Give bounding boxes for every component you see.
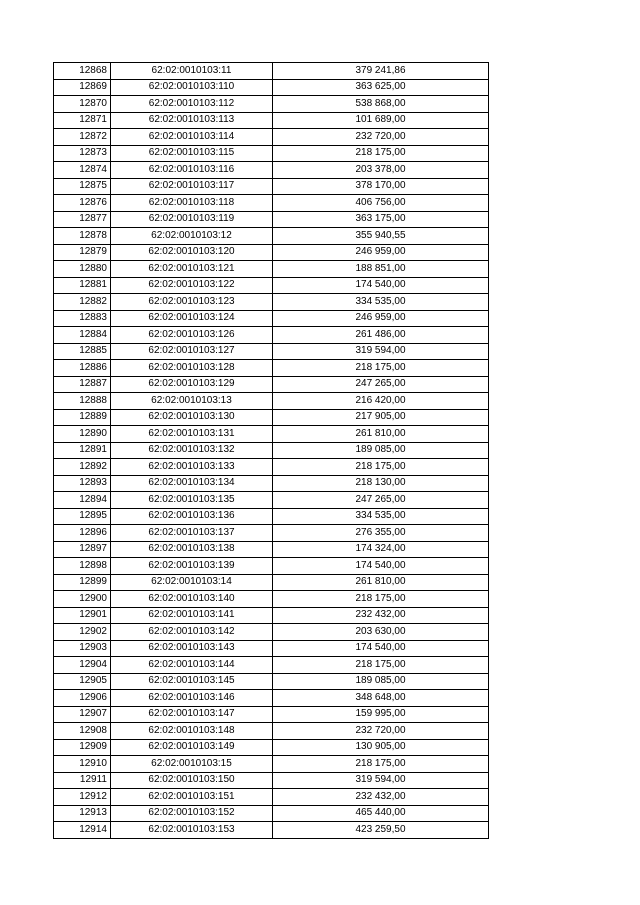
table-row xyxy=(54,558,489,575)
cadastral-value-cell: 101 689,00 xyxy=(273,112,489,129)
table-row xyxy=(54,475,489,492)
cadastral-number-cell: 62:02:0010103:119 xyxy=(111,211,273,228)
table-row xyxy=(54,640,489,657)
cadastral-value-cell: 232 432,00 xyxy=(273,607,489,624)
row-number-cell: 12905 xyxy=(54,673,111,690)
document-page xyxy=(53,62,489,839)
row-number-cell: 12913 xyxy=(54,805,111,822)
cadastral-number-cell: 62:02:0010103:121 xyxy=(111,261,273,278)
cadastral-value-cell: 130 905,00 xyxy=(273,739,489,756)
row-number-cell: 12886 xyxy=(54,360,111,377)
row-number-cell: 12896 xyxy=(54,525,111,542)
table-row xyxy=(54,63,489,80)
cadastral-number-cell: 62:02:0010103:139 xyxy=(111,558,273,575)
cadastral-value-cell: 203 378,00 xyxy=(273,162,489,179)
table-row xyxy=(54,723,489,740)
cadastral-value-cell: 216 420,00 xyxy=(273,393,489,410)
cadastral-value-cell: 189 085,00 xyxy=(273,673,489,690)
table-row xyxy=(54,112,489,129)
table-row xyxy=(54,343,489,360)
cadastral-number-cell: 62:02:0010103:137 xyxy=(111,525,273,542)
cadastral-number-cell: 62:02:0010103:129 xyxy=(111,376,273,393)
row-number-cell: 12884 xyxy=(54,327,111,344)
cadastral-value-cell: 188 851,00 xyxy=(273,261,489,278)
cadastral-number-cell: 62:02:0010103:117 xyxy=(111,178,273,195)
cadastral-number-cell: 62:02:0010103:153 xyxy=(111,822,273,839)
cadastral-value-cell: 334 535,00 xyxy=(273,294,489,311)
cadastral-number-cell: 62:02:0010103:14 xyxy=(111,574,273,591)
cadastral-value-cell: 174 540,00 xyxy=(273,277,489,294)
cadastral-number-cell: 62:02:0010103:12 xyxy=(111,228,273,245)
cadastral-value-cell: 218 175,00 xyxy=(273,657,489,674)
cadastral-number-cell: 62:02:0010103:112 xyxy=(111,96,273,113)
table-row xyxy=(54,244,489,261)
row-number-cell: 12899 xyxy=(54,574,111,591)
cadastral-number-cell: 62:02:0010103:151 xyxy=(111,789,273,806)
cadastral-value-cell: 218 175,00 xyxy=(273,145,489,162)
table-row xyxy=(54,261,489,278)
cadastral-number-cell: 62:02:0010103:152 xyxy=(111,805,273,822)
table-row xyxy=(54,822,489,839)
row-number-cell: 12892 xyxy=(54,459,111,476)
cadastral-number-cell: 62:02:0010103:126 xyxy=(111,327,273,344)
table-row xyxy=(54,442,489,459)
cadastral-number-cell: 62:02:0010103:144 xyxy=(111,657,273,674)
row-number-cell: 12871 xyxy=(54,112,111,129)
row-number-cell: 12895 xyxy=(54,508,111,525)
table-row xyxy=(54,541,489,558)
cadastral-value-cell: 261 810,00 xyxy=(273,426,489,443)
row-number-cell: 12897 xyxy=(54,541,111,558)
cadastral-number-cell: 62:02:0010103:110 xyxy=(111,79,273,96)
table-row xyxy=(54,129,489,146)
row-number-cell: 12894 xyxy=(54,492,111,509)
table-row xyxy=(54,195,489,212)
table-row xyxy=(54,310,489,327)
cadastral-number-cell: 62:02:0010103:130 xyxy=(111,409,273,426)
table-row xyxy=(54,459,489,476)
row-number-cell: 12912 xyxy=(54,789,111,806)
table-row xyxy=(54,574,489,591)
row-number-cell: 12901 xyxy=(54,607,111,624)
cadastral-value-cell: 465 440,00 xyxy=(273,805,489,822)
cadastral-number-cell: 62:02:0010103:116 xyxy=(111,162,273,179)
table-row xyxy=(54,789,489,806)
row-number-cell: 12900 xyxy=(54,591,111,608)
cadastral-value-cell: 355 940,55 xyxy=(273,228,489,245)
table-row xyxy=(54,294,489,311)
table-row xyxy=(54,706,489,723)
cadastral-value-cell: 218 130,00 xyxy=(273,475,489,492)
table-row xyxy=(54,756,489,773)
table-row xyxy=(54,145,489,162)
table-row xyxy=(54,327,489,344)
cadastral-number-cell: 62:02:0010103:123 xyxy=(111,294,273,311)
row-number-cell: 12904 xyxy=(54,657,111,674)
cadastral-value-cell: 174 540,00 xyxy=(273,558,489,575)
cadastral-value-cell: 246 959,00 xyxy=(273,244,489,261)
row-number-cell: 12872 xyxy=(54,129,111,146)
cadastral-value-cell: 247 265,00 xyxy=(273,492,489,509)
row-number-cell: 12902 xyxy=(54,624,111,641)
row-number-cell: 12880 xyxy=(54,261,111,278)
table-row xyxy=(54,673,489,690)
table-row xyxy=(54,591,489,608)
cadastral-value-cell: 378 170,00 xyxy=(273,178,489,195)
cadastral-value-cell: 218 175,00 xyxy=(273,459,489,476)
row-number-cell: 12903 xyxy=(54,640,111,657)
row-number-cell: 12893 xyxy=(54,475,111,492)
row-number-cell: 12889 xyxy=(54,409,111,426)
cadastral-number-cell: 62:02:0010103:122 xyxy=(111,277,273,294)
cadastral-number-cell: 62:02:0010103:138 xyxy=(111,541,273,558)
table-row xyxy=(54,277,489,294)
cadastral-value-cell: 232 432,00 xyxy=(273,789,489,806)
cadastral-number-cell: 62:02:0010103:141 xyxy=(111,607,273,624)
row-number-cell: 12877 xyxy=(54,211,111,228)
table-row xyxy=(54,426,489,443)
cadastral-number-cell: 62:02:0010103:132 xyxy=(111,442,273,459)
cadastral-number-cell: 62:02:0010103:150 xyxy=(111,772,273,789)
cadastral-number-cell: 62:02:0010103:118 xyxy=(111,195,273,212)
cadastral-number-cell: 62:02:0010103:11 xyxy=(111,63,273,80)
cadastral-value-cell: 261 486,00 xyxy=(273,327,489,344)
row-number-cell: 12910 xyxy=(54,756,111,773)
cadastral-value-cell: 261 810,00 xyxy=(273,574,489,591)
cadastral-number-cell: 62:02:0010103:147 xyxy=(111,706,273,723)
cadastral-number-cell: 62:02:0010103:135 xyxy=(111,492,273,509)
table-row xyxy=(54,805,489,822)
table-row xyxy=(54,228,489,245)
table-row xyxy=(54,360,489,377)
row-number-cell: 12878 xyxy=(54,228,111,245)
table-row xyxy=(54,409,489,426)
row-number-cell: 12874 xyxy=(54,162,111,179)
cadastral-value-cell: 406 756,00 xyxy=(273,195,489,212)
row-number-cell: 12870 xyxy=(54,96,111,113)
table-row xyxy=(54,525,489,542)
cadastral-value-cell: 276 355,00 xyxy=(273,525,489,542)
cadastral-value-cell: 174 324,00 xyxy=(273,541,489,558)
cadastral-value-cell: 159 995,00 xyxy=(273,706,489,723)
row-number-cell: 12869 xyxy=(54,79,111,96)
cadastral-value-cell: 218 175,00 xyxy=(273,756,489,773)
cadastral-value-cell: 348 648,00 xyxy=(273,690,489,707)
cadastral-number-cell: 62:02:0010103:149 xyxy=(111,739,273,756)
table-row xyxy=(54,607,489,624)
cadastral-number-cell: 62:02:0010103:148 xyxy=(111,723,273,740)
table-row xyxy=(54,657,489,674)
table-row xyxy=(54,492,489,509)
cadastral-value-cell: 379 241,86 xyxy=(273,63,489,80)
cadastral-number-cell: 62:02:0010103:15 xyxy=(111,756,273,773)
cadastral-number-cell: 62:02:0010103:13 xyxy=(111,393,273,410)
table-row xyxy=(54,393,489,410)
cadastral-number-cell: 62:02:0010103:133 xyxy=(111,459,273,476)
cadastral-number-cell: 62:02:0010103:127 xyxy=(111,343,273,360)
table-row xyxy=(54,211,489,228)
row-number-cell: 12882 xyxy=(54,294,111,311)
row-number-cell: 12881 xyxy=(54,277,111,294)
row-number-cell: 12876 xyxy=(54,195,111,212)
cadastral-value-cell: 334 535,00 xyxy=(273,508,489,525)
cadastral-value-cell: 218 175,00 xyxy=(273,360,489,377)
cadastral-number-cell: 62:02:0010103:143 xyxy=(111,640,273,657)
cadastral-value-cell: 232 720,00 xyxy=(273,129,489,146)
table-row xyxy=(54,772,489,789)
table-row xyxy=(54,739,489,756)
table-row xyxy=(54,178,489,195)
cadastral-number-cell: 62:02:0010103:134 xyxy=(111,475,273,492)
cadastral-value-cell: 189 085,00 xyxy=(273,442,489,459)
cadastral-number-cell: 62:02:0010103:113 xyxy=(111,112,273,129)
table-row xyxy=(54,79,489,96)
cadastral-number-cell: 62:02:0010103:114 xyxy=(111,129,273,146)
cadastral-value-cell: 247 265,00 xyxy=(273,376,489,393)
cadastral-number-cell: 62:02:0010103:145 xyxy=(111,673,273,690)
table-row xyxy=(54,624,489,641)
row-number-cell: 12908 xyxy=(54,723,111,740)
cadastral-number-cell: 62:02:0010103:136 xyxy=(111,508,273,525)
cadastral-value-cell: 538 868,00 xyxy=(273,96,489,113)
row-number-cell: 12875 xyxy=(54,178,111,195)
row-number-cell: 12873 xyxy=(54,145,111,162)
table-row xyxy=(54,690,489,707)
row-number-cell: 12891 xyxy=(54,442,111,459)
row-number-cell: 12888 xyxy=(54,393,111,410)
row-number-cell: 12914 xyxy=(54,822,111,839)
cadastral-value-cell: 319 594,00 xyxy=(273,343,489,360)
cadastral-value-cell: 319 594,00 xyxy=(273,772,489,789)
cadastral-number-cell: 62:02:0010103:120 xyxy=(111,244,273,261)
cadastral-number-cell: 62:02:0010103:140 xyxy=(111,591,273,608)
table-row xyxy=(54,508,489,525)
row-number-cell: 12890 xyxy=(54,426,111,443)
row-number-cell: 12909 xyxy=(54,739,111,756)
row-number-cell: 12887 xyxy=(54,376,111,393)
row-number-cell: 12907 xyxy=(54,706,111,723)
cadastral-number-cell: 62:02:0010103:128 xyxy=(111,360,273,377)
cadastral-value-table xyxy=(53,62,489,839)
cadastral-value-cell: 423 259,50 xyxy=(273,822,489,839)
cadastral-value-cell: 203 630,00 xyxy=(273,624,489,641)
cadastral-value-cell: 363 175,00 xyxy=(273,211,489,228)
cadastral-number-cell: 62:02:0010103:124 xyxy=(111,310,273,327)
row-number-cell: 12885 xyxy=(54,343,111,360)
cadastral-number-cell: 62:02:0010103:115 xyxy=(111,145,273,162)
cadastral-value-cell: 246 959,00 xyxy=(273,310,489,327)
cadastral-number-cell: 62:02:0010103:146 xyxy=(111,690,273,707)
table-body xyxy=(54,63,489,839)
cadastral-number-cell: 62:02:0010103:131 xyxy=(111,426,273,443)
table-row xyxy=(54,96,489,113)
cadastral-value-cell: 232 720,00 xyxy=(273,723,489,740)
row-number-cell: 12883 xyxy=(54,310,111,327)
cadastral-value-cell: 217 905,00 xyxy=(273,409,489,426)
table-row xyxy=(54,376,489,393)
row-number-cell: 12879 xyxy=(54,244,111,261)
row-number-cell: 12906 xyxy=(54,690,111,707)
row-number-cell: 12868 xyxy=(54,63,111,80)
cadastral-value-cell: 363 625,00 xyxy=(273,79,489,96)
cadastral-value-cell: 218 175,00 xyxy=(273,591,489,608)
cadastral-value-cell: 174 540,00 xyxy=(273,640,489,657)
row-number-cell: 12898 xyxy=(54,558,111,575)
cadastral-number-cell: 62:02:0010103:142 xyxy=(111,624,273,641)
row-number-cell: 12911 xyxy=(54,772,111,789)
table-row xyxy=(54,162,489,179)
